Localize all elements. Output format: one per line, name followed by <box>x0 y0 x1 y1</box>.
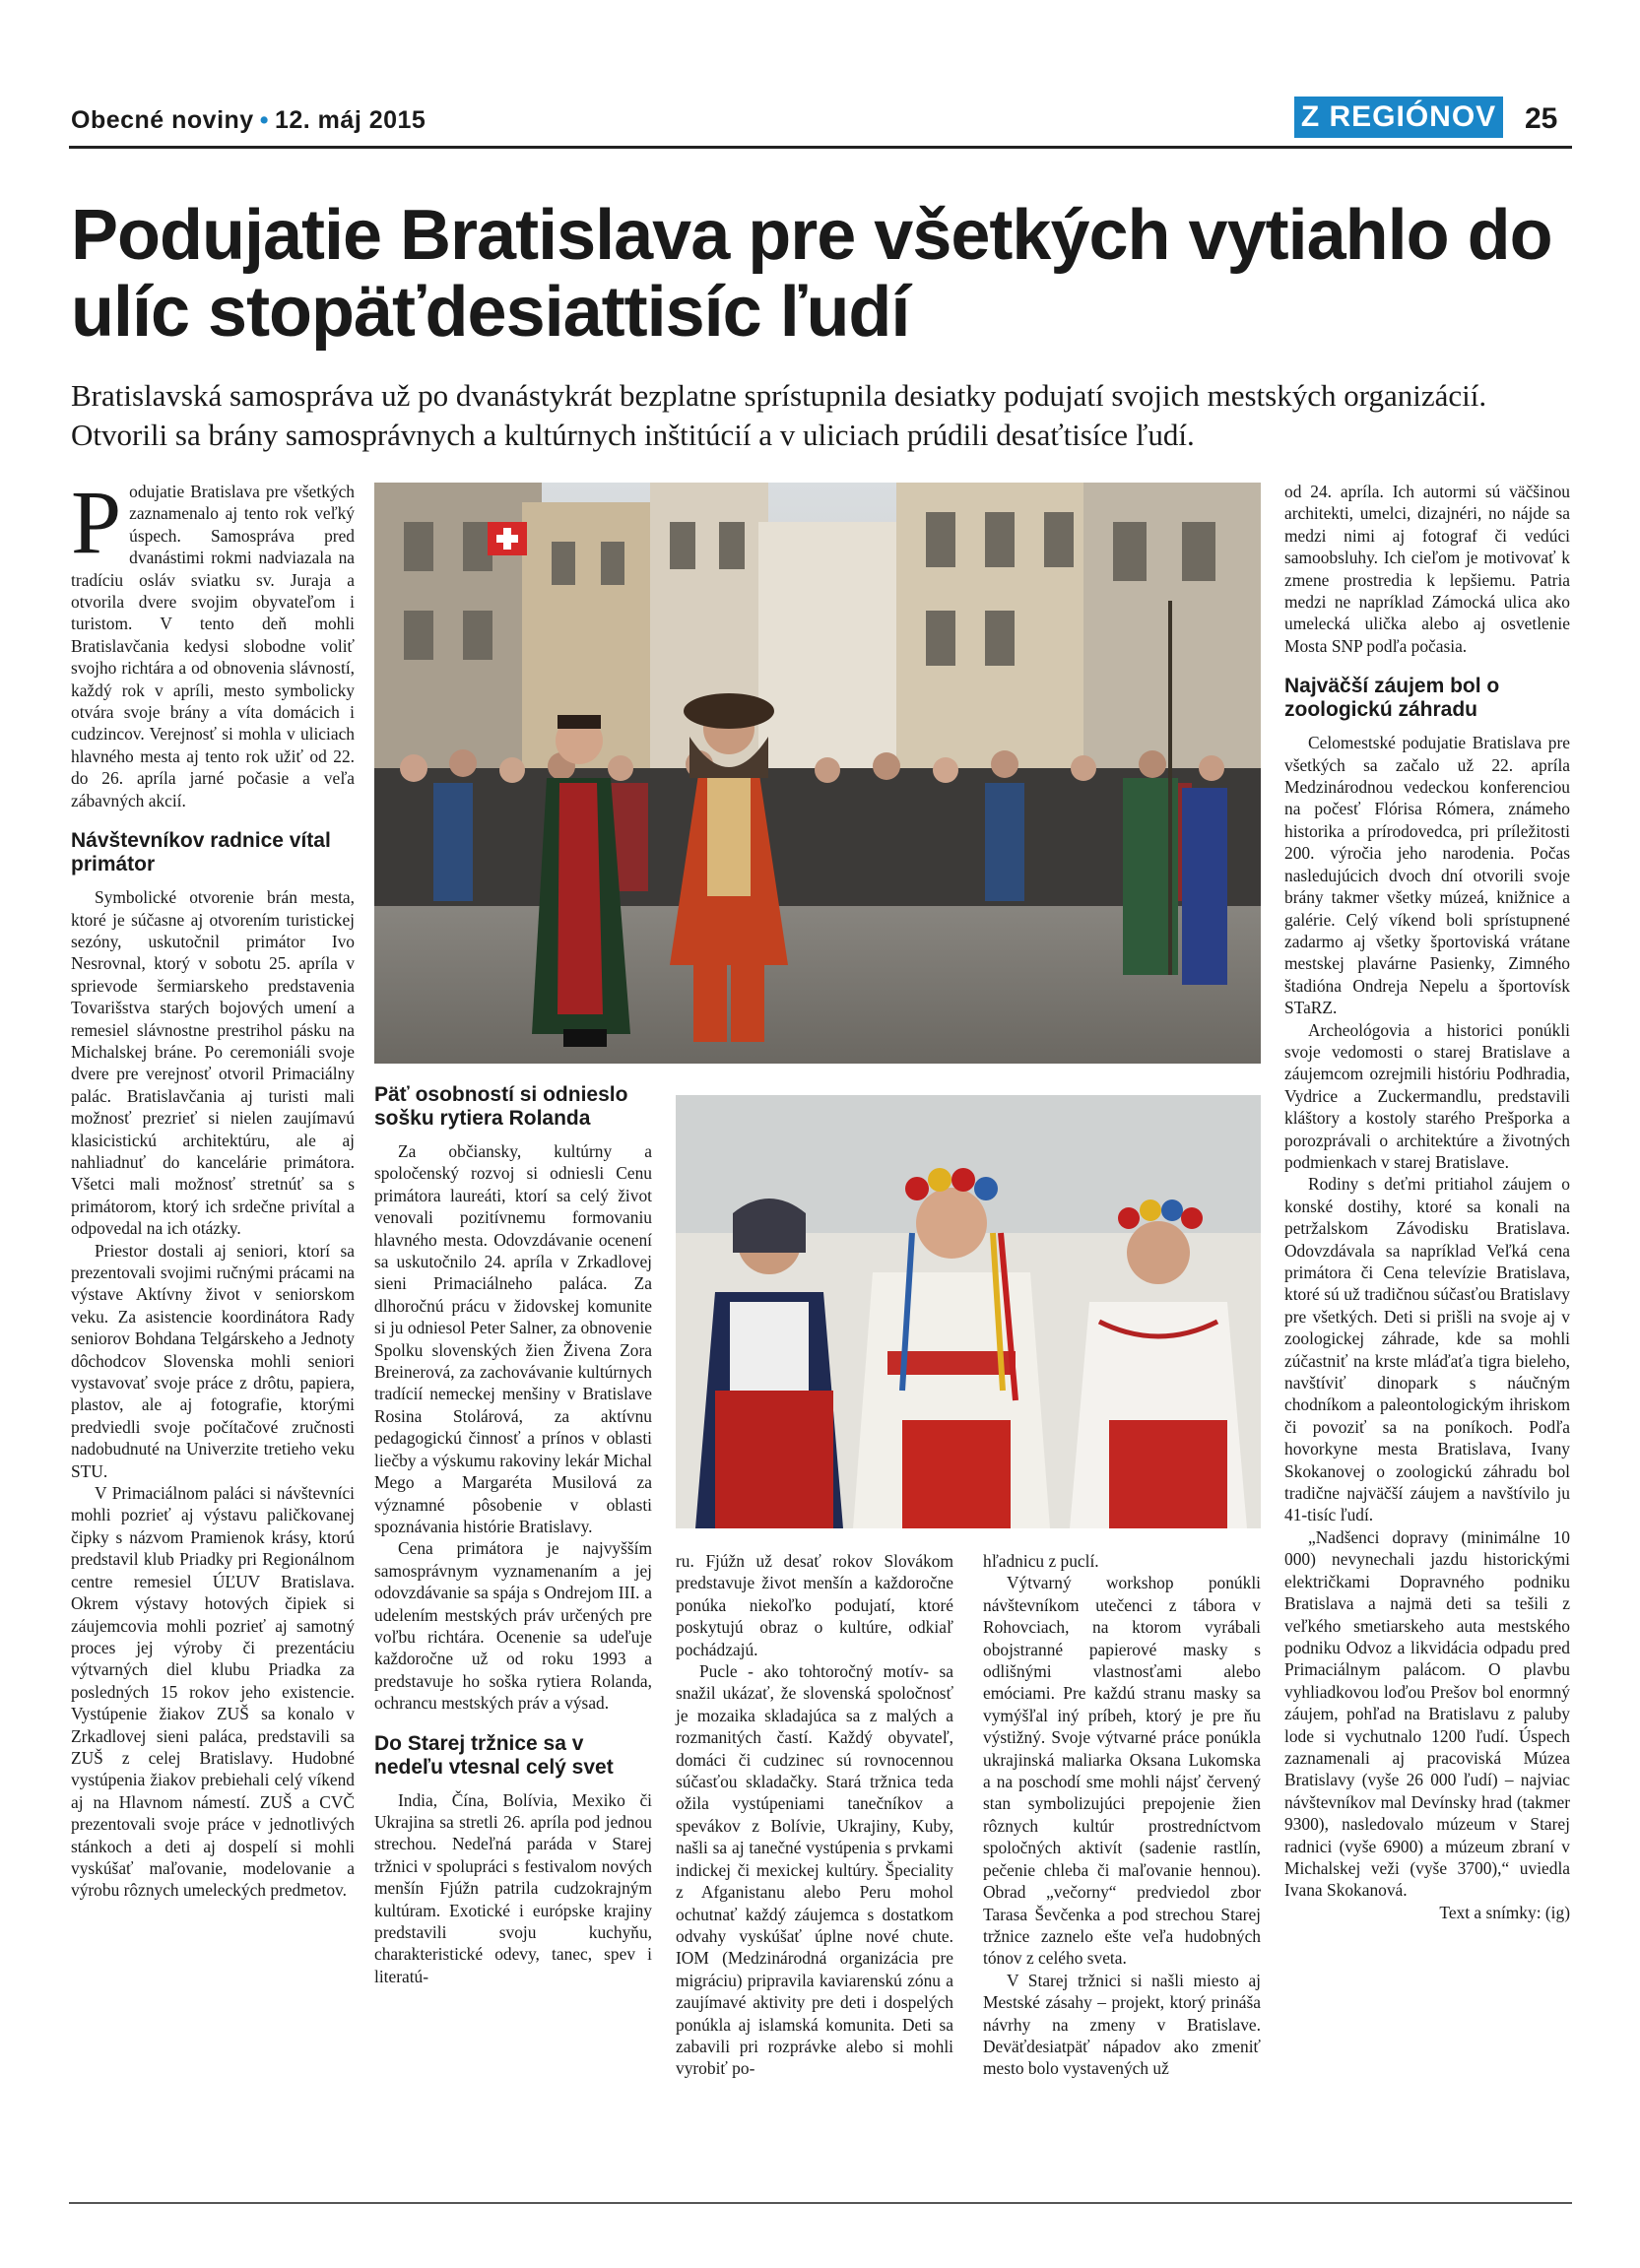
drop-cap: P <box>71 472 122 572</box>
photo-credit: Text a snímky: (ig) <box>1439 1902 1570 1922</box>
paragraph: ru. Fjúžn už desať rokov Slovákom predstavuje život menšín a každoročne ponúka niekoľko podujatí, ktoré poskytujú obraz o kultúre, odkiaľ pochádzajú. <box>676 1551 953 1659</box>
photo-ceremony <box>374 483 1261 1064</box>
subheading: Návštevníkov radnice vítal primátor <box>71 829 331 876</box>
subheading: Najväčší záujem bol o zoologickú záhradu <box>1284 675 1500 722</box>
subheading: Päť osobností si odnieslo sošku rytiera Rolanda <box>374 1083 628 1130</box>
issue-date: 12. máj 2015 <box>274 106 426 134</box>
paragraph: India, Čína, Bolívia, Mexiko či Ukrajina sa stretli 26. apríla pod jednou strechou. Nedeľná paráda v Starej tržnici v spolupráci s festivalom nových menšín Fjúžn patrila cudzokrajným kultúram. Exotické i európske krajiny predstavili svoju kuchyňu, charakteristické odevy, tanec, spev i literatú- <box>374 1789 652 1986</box>
paragraph: od 24. apríla. Ich autormi sú väčšinou architekti, umelci, dizajnéri, no nájde sa medzi nimi aj fotograf či vedúci samoobsluhy. Ich cieľom je motivovať k zmene prostredia k lepšiemu. Patria medzi ne napríklad Zámocká ulica ako umelecká ulička alebo aj osvetlenie Mosta SNP podľa počasia. <box>1284 482 1570 656</box>
photo-folk-dancers <box>676 1095 1261 1528</box>
paragraph: V Starej tržnici si našli miesto aj Mestské zásahy – projekt, ktorý prináša návrhy na zmeny v Bratislave. Deväťdesiatpäť nápadov ako zmeniť mesto bolo vystavených už <box>983 1970 1261 2079</box>
masthead <box>71 106 426 135</box>
publication-name: Obecné noviny <box>71 106 254 134</box>
footer-rule <box>69 2202 1572 2204</box>
paragraph: Celomestské podujatie Bratislava pre všetkých sa začalo už 22. apríla Medzinárodnou vedeckou konferenciou na počesť Flórisa Rómera, známeho historika a prírodovedca, pri príležitosti 200. výročia jeho narodenia. Počas nasledujúcich dvoch dní otvorili svoje brány takmer všetky múzeá, knižnice a galérie. Celý víkend boli sprístupnené zadarmo aj všetky športoviská vrátane mestskej plavárne Pasienky, Zimného štadióna Ondreja Nepelu a športovísk STaRZ. <box>1284 733 1570 1018</box>
paragraph: Priestor dostali aj seniori, ktorí sa prezentovali svojimi ručnými prácami na výstave Aktívny život v seniorskom veku. Za asistencie koordinátora Rady seniorov Bohdana Telgárskeho a Jednoty dôchodcov Slovenska mohli seniori vystavovať svoje práce z drôtu, papiera, plastov, ale aj fotografie, ktorými predviedli svoje počítačové zručnosti nadobudnuté na Univerzite tretieho veku STU. <box>71 1240 355 1481</box>
subheading: Do Starej tržnice sa v nedeľu vtesnal celý svet <box>374 1731 614 1779</box>
intro-text: odujatie Bratislava pre všetkých zaznamenalo aj tento rok veľký úspech. Samospráva pred dvanástimi rokmi nadviazala na tradíciu osláv sviatku sv. Juraja a otvorila dvere svojim obyvateľom i turistom. V tento deň mohli Bratislavčania kedysi slobodne voliť svojho richtára a od obnovenia slávností, každý rok v apríli, mesto symbolicky otvára svoje brány a víta domácich i cudzincov. Verejnosť si mohla v uliciach hlavného mesta aj tento rok užiť od 22. do 26. apríla jarné počasie a veľa zábavných akcií. <box>71 482 355 810</box>
header-rule <box>69 146 1572 149</box>
column-5 <box>1284 481 1570 1923</box>
lead-paragraph: Bratislavská samospráva už po dvanástykrát bezplatne sprístupnila desiatky podujatí svojich mestských organizácií. Otvorili sa brány samosprávnych a kultúrnych inštitúcií a v uliciach prúdili desaťtisíce ľudí. <box>71 378 1487 452</box>
column-2 <box>374 1083 652 1987</box>
paragraph: hľadnicu z puclí. <box>983 1551 1099 1571</box>
paragraph: Symbolické otvorenie brán mesta, ktoré je súčasne aj otvorením turistickej sezóny, uskutočnil primátor Ivo Nesrovnal, ktorý v sobotu 25. apríla v sprievode šermiarskeho predstavenia Tovarišstva starých bojových umení a remesiel slávnostne prestrihol pásku na Michalskej bráne. Po ceremoniáli svoje dvere pre verejnosť otvoril Primaciálny palác. Bratislavčania aj turisti mali možnosť prezrieť si nielen zaujímavú klasicistickú architektúru, ale aj nahliadnuť do kancelárie primátora. Všetci mali možnosť stretnúť sa s primátorom, ktorý ich srdečne privítal a odpovedal na ich otázky. <box>71 887 355 1239</box>
paragraph: Archeológovia a historici ponúkli svoje vedomosti o starej Bratislave a záujemcom ozrejmili históriu Podhradia, Vydrice a Zuckermandlu, predstavili kláštory a kostoly starého Prešporka a porozprávali o architektúre a životných podmienkach v starej Bratislave. <box>1284 1019 1570 1172</box>
column-1 <box>71 472 355 1902</box>
paragraph: „Nadšenci dopravy (minimálne 10 000) nevynechali jazdu historickými električkami Dopravného podniku Bratislava a najmä deti sa tešili z veľkého smetiarskeho auta mestského podniku Odvoz a likvidácia odpadu pred Primaciálnym palácom. O plavbu vyhliadkovou loďou Prešov bol enormný záujem, pohľad na Bratislavu z paluby lode si vychutnalo 1200 ľudí. Úspech zaznamenali aj pracoviská Múzea Bratislavy (vyše 26 000 ľudí) – najviac návštevníkov mal Devínsky hrad (takmer 9300), nasledovalo múzeum v Starej radnici (vyše 6900) a múzeum zbraní v Michalskej veži (vyše 3700),“ uviedla Ivana Skokanová. <box>1284 1526 1570 1901</box>
section-label: Z REGIÓNOV <box>1294 97 1503 138</box>
column-4 <box>983 1550 1261 2080</box>
paragraph: Rodiny s deťmi pritiahol záujem o konské dostihy, ktoré sa konali na petržalskom Závodisku Bratislava. Odovzdávala sa napríklad Veľká cena primátora či Cena televízie Bratislava, ktoré sú už tradičnou súčasťou Bratislavy pre všetkých. Deti si prišli na svoje aj v zoologickej záhrade, kde sa mohli zúčastniť na krste mláďaťa tigra bieleho, navštíviť dinopark s náučným chodníkom a paleontologickým ihriskom či povoziť sa na poníkoch. Podľa hovorkyne mesta Bratislava, Ivany Skokanovej o zoologickú záhradu bol tradične najväčší záujem a navštívilo ju 41-tisíc ľudí. <box>1284 1174 1570 1525</box>
paragraph: Pucle - ako tohtoročný motív- sa snažil ukázať, že slovenská spoločnosť je mozaika skladajúca sa z malých a rozmanitých častí. Každý obyvateľ, domáci či cudzinec sú rovnocennou súčasťou skladačky. Stará tržnica teda ožila vystúpeniami tanečníkov a spevákov z Bolívie, Ukrajiny, Kuby, našli sa aj tanečné vystúpenia s prvkami indickej či mexickej kultúry. Špeciality z Afganistanu alebo Peru mohol ochutnať každý záujemca s dostatkom odvahy vyskúšať úplne nové chute. IOM (Medzinárodná organizácia pre migráciu) pripravila kaviarenskú zónu a zaujímavé aktivity pre deti i dospelých ponúkla aj islamská komunita. Deti sa zabavili pri rozprávke alebo si mohli vyrobiť po- <box>676 1661 953 2079</box>
column-3 <box>676 1550 953 2080</box>
separator-dot: • <box>259 106 269 134</box>
folk-dancers-photo-image <box>676 1095 1261 1528</box>
paragraph: Za občiansky, kultúrny a spoločenský rozvoj si odniesli Cenu primátora laureáti, ktorí sa celý život venovali pozitívnemu formovaniu hlavného mesta. Odovzdávanie ocenení sa uskutočnilo 24. apríla v Zrkadlovej sieni Primaciálneho paláca. Za dlhoročnú prácu v židovskej komunite si ju odniesol Peter Salner, za obnovenie Spolku slovenských žien Živena Zora Breinerová, za zachovávanie kultúrnych tradícií nemeckej menšiny v Bratislave Rosina Stolárová, za aktívnu pedagogickú činnosť a prínos v oblasti liečby a výskumu rakoviny lekár Michal Mego a Margaréta Musilová za významné pôsobenie v oblasti spoznávania histórie Bratislavy. <box>374 1141 652 1536</box>
ceremony-photo-image <box>374 483 1261 1064</box>
headline: Podujatie Bratislava pre všetkých vytiahlo do ulíc stopäťdesiattisíc ľudí <box>71 196 1552 352</box>
paragraph: Cena primátora je najvyšším samosprávnym vyznamenaním a jej odovzdávanie sa spája s Ondrejom III. a udelením mestských práv určených pre voľbu richtára. Ocenenie sa udeľuje každoročne už od roku 1993 a predstavuje ho soška rytiera Rolanda, ochrancu mestských práv a výsad. <box>374 1538 652 1714</box>
paragraph: V Primaciálnom paláci si návštevníci mohli pozrieť aj výstavu paličkovanej čipky s názvom Pramienok krásy, ktorú predstavil klub Priadky pri Regionálnom centre remesiel ÚĽUV Bratislava. Okrem výstavy hotových čipiek si záujemcovia mohli pozrieť aj samotný proces jej výroby či prezentáciu výtvarných diel klubu Priadka za posledných 15 rokov jeho existencie. Vystúpenie žiakov ZUŠ sa konalo v Zrkadlovej sieni paláca, predstavili sa ZUŠ z celej Bratislavy. Hudobné vystúpenia žiakov prebiehali celý víkend aj na Hlavnom námestí. ZUŠ a CVČ prezentovali svoje práce v jednotlivých stánkoch a deti aj dospelí si mohli vyskúšať maľovanie, modelovanie a výrobu rôznych umeleckých predmetov. <box>71 1483 355 1901</box>
paragraph: Výtvarný workshop ponúkli návštevníkom utečenci z tábora v Rohovciach, na ktorom vyrábali obojstranné papierové masky s odlišnými vlastnosťami alebo emóciami. Pre každú stranu masky sa vymýšľal iný príbeh, ktorý je pre ňu výstižný. Svoje výtvarné práce ponúkla ukrajinská maliarka Oksana Lukomska a na poschodí sme mohli nájsť červený stan symbolizujúci prepojenie žien rôznych kultúr prostredníctvom spoločných aktivít (sadenie rastlín, pečenie chleba či maľovanie hennou). Obrad „večorny“ predviedol zbor Tarasa Ševčenka a pod strechou Starej tržnice zaznelo ešte veľa hudobných tónov z celého sveta. <box>983 1573 1261 1969</box>
page-number: 25 <box>1525 102 1558 135</box>
